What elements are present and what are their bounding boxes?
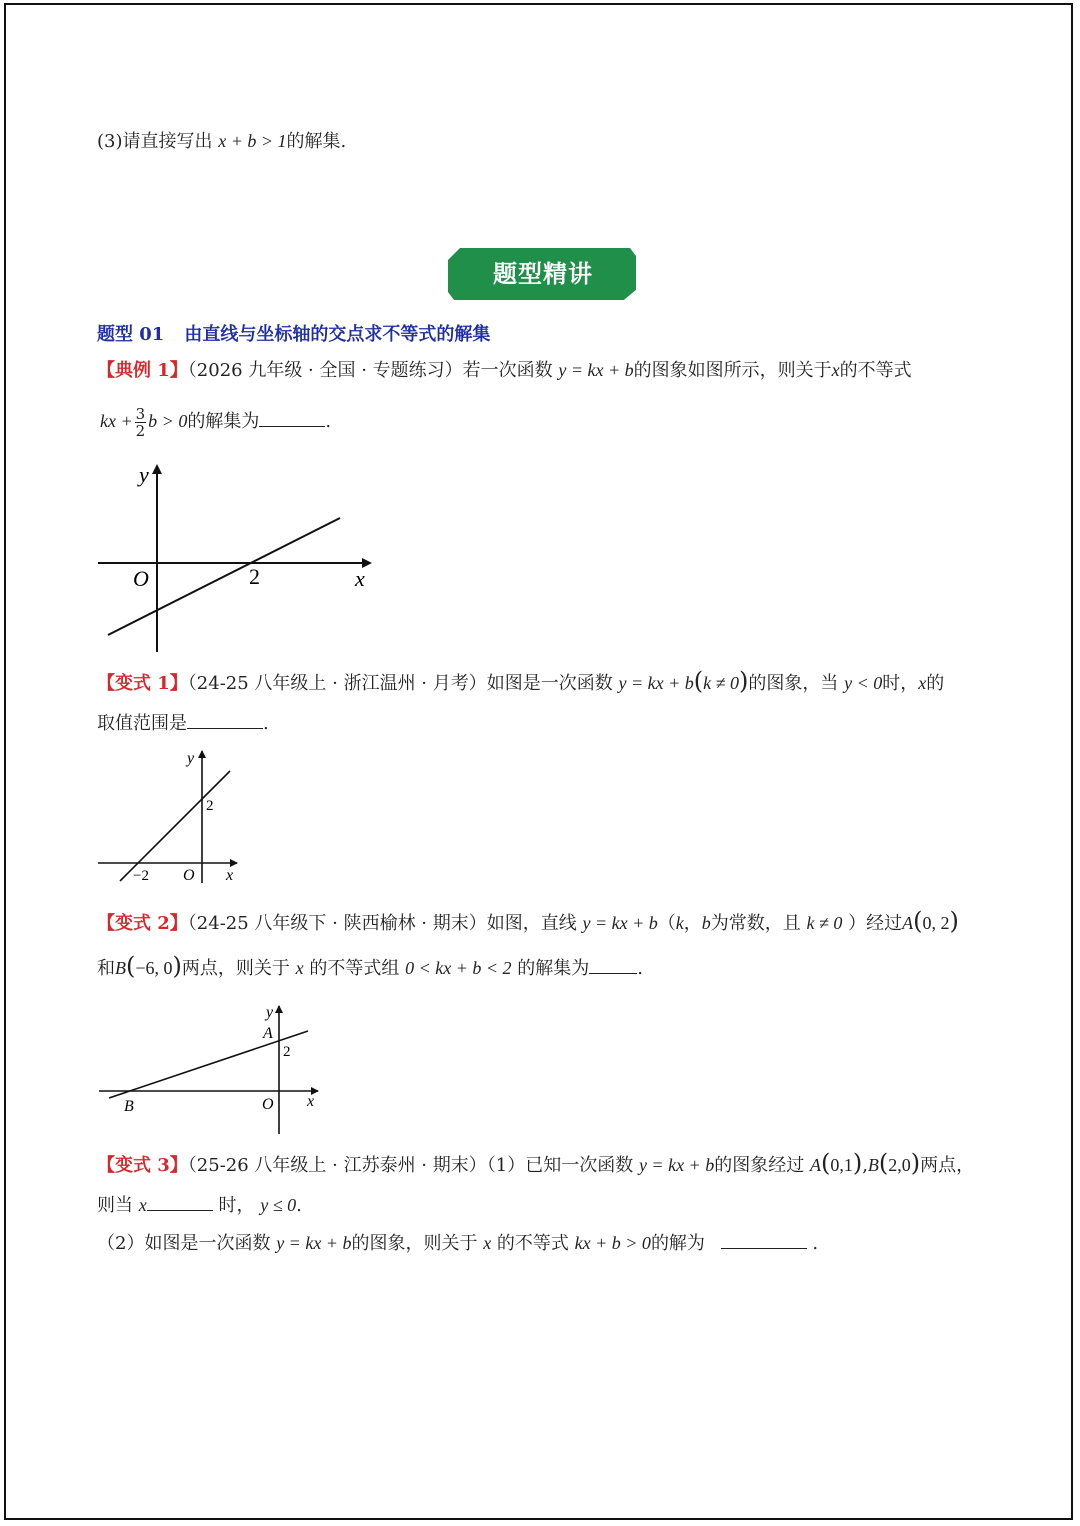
variant3-line1: 【变式 3】（25-26 八年级上 · 江苏泰州 · 期末）（1）已知一次函数 y = kx + b的图象经过 A(0,1),B(2,0)两点， xyxy=(97,1149,975,1177)
example1-var: x xyxy=(831,360,840,380)
y-intercept-label: 2 xyxy=(283,1044,291,1060)
variant2-var: x xyxy=(295,958,304,978)
answer-blank[interactable] xyxy=(721,1230,807,1249)
part3-expr: x + b > 1 xyxy=(218,131,287,151)
variant2-graph xyxy=(95,1000,330,1140)
variant2-cond: k ≠ 0 xyxy=(806,913,843,933)
variant1-graph xyxy=(95,745,255,890)
variant3-point-a: A xyxy=(809,1155,821,1175)
fraction-numerator: 3 xyxy=(135,404,146,423)
y-label: y xyxy=(266,1004,274,1021)
variant2-line1: 【变式 2】（24-25 八年级下 · 陕西榆林 · 期末）如图，直线 y = kx + b（k，b为常数，且 k ≠ 0 ）经过A(0, 2) xyxy=(97,907,959,935)
part3-line xyxy=(97,128,346,155)
variant3-eq: y = kx + b xyxy=(638,1155,715,1175)
example1-mid: 的图象如图所示，则关于 xyxy=(633,360,832,381)
example1-tag: 【典例 1】 xyxy=(97,360,188,381)
variant2-answer-prompt: 的解集为 xyxy=(517,958,590,979)
section-banner xyxy=(448,246,638,302)
variant3-time: 时， xyxy=(218,1195,255,1216)
variant2-comma: ， xyxy=(683,913,702,934)
example1-graph xyxy=(95,460,385,660)
x-intercept-label: −2 xyxy=(133,868,149,884)
example1-fraction xyxy=(135,406,147,439)
variant1-tag: 【变式 1】 xyxy=(97,673,188,694)
y-intercept-label: 2 xyxy=(206,798,214,814)
fraction-denominator: 2 xyxy=(135,421,146,440)
answer-blank[interactable] xyxy=(589,955,637,974)
variant3-part2-eq: y = kx + b xyxy=(276,1233,352,1253)
example1-kx: kx + xyxy=(100,411,133,431)
variant2-source: （24-25 八年级下 · 陕西榆林 · 期末）如图，直线 xyxy=(187,913,577,934)
origin-label: O xyxy=(183,867,195,884)
answer-blank[interactable] xyxy=(187,710,263,729)
variant3-ineq: y ≤ 0 xyxy=(260,1195,297,1215)
variant3-part2-ineq: kx + b > 0 xyxy=(574,1233,651,1253)
variant2-point-b-coords: −6, 0 xyxy=(135,958,173,978)
x-label: x xyxy=(355,566,365,591)
function-line xyxy=(109,1031,308,1098)
variant2-k: k xyxy=(675,913,684,933)
variant3-point-b-coords: 2,0 xyxy=(888,1155,911,1175)
example1-line1 xyxy=(97,357,912,384)
variant1-end: 的 xyxy=(926,673,945,694)
variant2-and: 和 xyxy=(97,958,115,979)
answer-blank[interactable] xyxy=(259,408,325,427)
variant3-end: 两点， xyxy=(920,1155,975,1176)
variant1-ineq: y < 0 xyxy=(844,673,883,693)
variant2-eq: y = kx + b xyxy=(582,913,658,933)
variant3-part2-var: x xyxy=(483,1233,492,1253)
variant3-part2-ineq-label: 的不等式 xyxy=(496,1233,569,1254)
banner-title: 题型精讲 xyxy=(493,260,593,288)
variant1-prompt: 取值范围是 xyxy=(97,713,187,734)
point-a-label: A xyxy=(263,1025,273,1042)
variant2-ineq: 0 < kx + b < 2 xyxy=(405,958,512,978)
variant1-line2: 取值范围是 . xyxy=(97,710,269,737)
y-label: y xyxy=(187,750,195,767)
section-title: 由直线与坐标轴的交点求不等式的解集 xyxy=(184,324,491,345)
variant3-point-a-coords: 0,1 xyxy=(830,1155,853,1175)
variant3-point-b: B xyxy=(867,1155,879,1175)
variant2-b: b xyxy=(701,913,711,933)
variant2-point-a: A xyxy=(902,913,914,933)
part3-suffix: 的解集. xyxy=(286,131,347,152)
example1-line2: kx + $\frac{3}{2}$ b > 0的解集为 . xyxy=(100,404,332,440)
x-label: x xyxy=(307,1093,315,1110)
point-b-label: B xyxy=(124,1098,134,1115)
variant3-part2: （2）如图是一次函数 y = kx + b的图象，则关于 x 的不等式 kx + b > 0的解为 . xyxy=(97,1230,818,1257)
variant2-system: 的不等式组 xyxy=(309,958,400,979)
origin-label: O xyxy=(133,566,149,591)
answer-blank[interactable] xyxy=(147,1192,213,1211)
variant2-point-b: B xyxy=(115,958,126,978)
example1-eq: y = kx + b xyxy=(558,360,634,380)
variant2-mid: 两点，则关于 xyxy=(181,958,290,979)
function-line xyxy=(120,771,230,881)
variant3-part2-intro: （2）如图是一次函数 xyxy=(97,1233,271,1254)
x-intercept-label: 2 xyxy=(249,564,260,589)
variant2-const: 为常数，且 xyxy=(710,913,801,934)
x-label: x xyxy=(226,867,234,884)
variant1-cond: k ≠ 0 xyxy=(703,673,739,693)
part3-prefix: (3)请直接写出 xyxy=(97,131,213,152)
variant3-period: . xyxy=(296,1195,302,1216)
example1-end: 的不等式 xyxy=(839,360,912,381)
section-label: 题型 01 xyxy=(97,324,165,345)
example1-source: （2026 九年级 · 全国 · 专题练习）若一次函数 xyxy=(187,360,553,381)
example1-answer-prompt: 的解集为 xyxy=(187,411,260,432)
variant1-eq: y = kx + b xyxy=(618,673,694,693)
variant2-paren-close: ）经过 xyxy=(848,913,903,934)
variant3-source: （25-26 八年级上 · 江苏泰州 · 期末）（1）已知一次函数 xyxy=(187,1155,634,1176)
y-label: y xyxy=(139,462,149,487)
variant3-line2 xyxy=(97,1192,302,1219)
variant2-paren-open: （ xyxy=(657,913,676,934)
variant3-tag: 【变式 3】 xyxy=(97,1155,188,1176)
variant1-source: （24-25 八年级上 · 浙江温州 · 月考）如图是一次函数 xyxy=(187,673,613,694)
variant2-point-a-coords: 0, 2 xyxy=(922,913,950,933)
variant3-part2-mid: 的图象，则关于 xyxy=(351,1233,478,1254)
variant3-sep: , xyxy=(862,1155,868,1176)
origin-label: O xyxy=(262,1096,274,1113)
variant3-part2-answer-prompt: 的解为 xyxy=(650,1233,705,1254)
variant1-line1: 【变式 1】（24-25 八年级上 · 浙江温州 · 月考）如图是一次函数 y = kx + b(k ≠ 0)的图象，当 y < 0时，x的 xyxy=(97,667,945,695)
variant3-when: 则当 xyxy=(97,1195,133,1216)
variant1-mid: 的图象，当 xyxy=(748,673,839,694)
variant2-tag: 【变式 2】 xyxy=(97,913,188,934)
variant2-line2: 和B(−6, 0)两点，则关于 x 的不等式组 0 < kx + b < 2 的解集为 . xyxy=(97,952,643,980)
section-heading xyxy=(97,320,490,346)
example1-ineq: b > 0 xyxy=(148,411,188,431)
variant1-mid2: 时， xyxy=(882,673,919,694)
variant3-var: x xyxy=(138,1195,147,1215)
variant1-var: x xyxy=(918,673,927,693)
variant3-mid: 的图象经过 xyxy=(714,1155,805,1176)
